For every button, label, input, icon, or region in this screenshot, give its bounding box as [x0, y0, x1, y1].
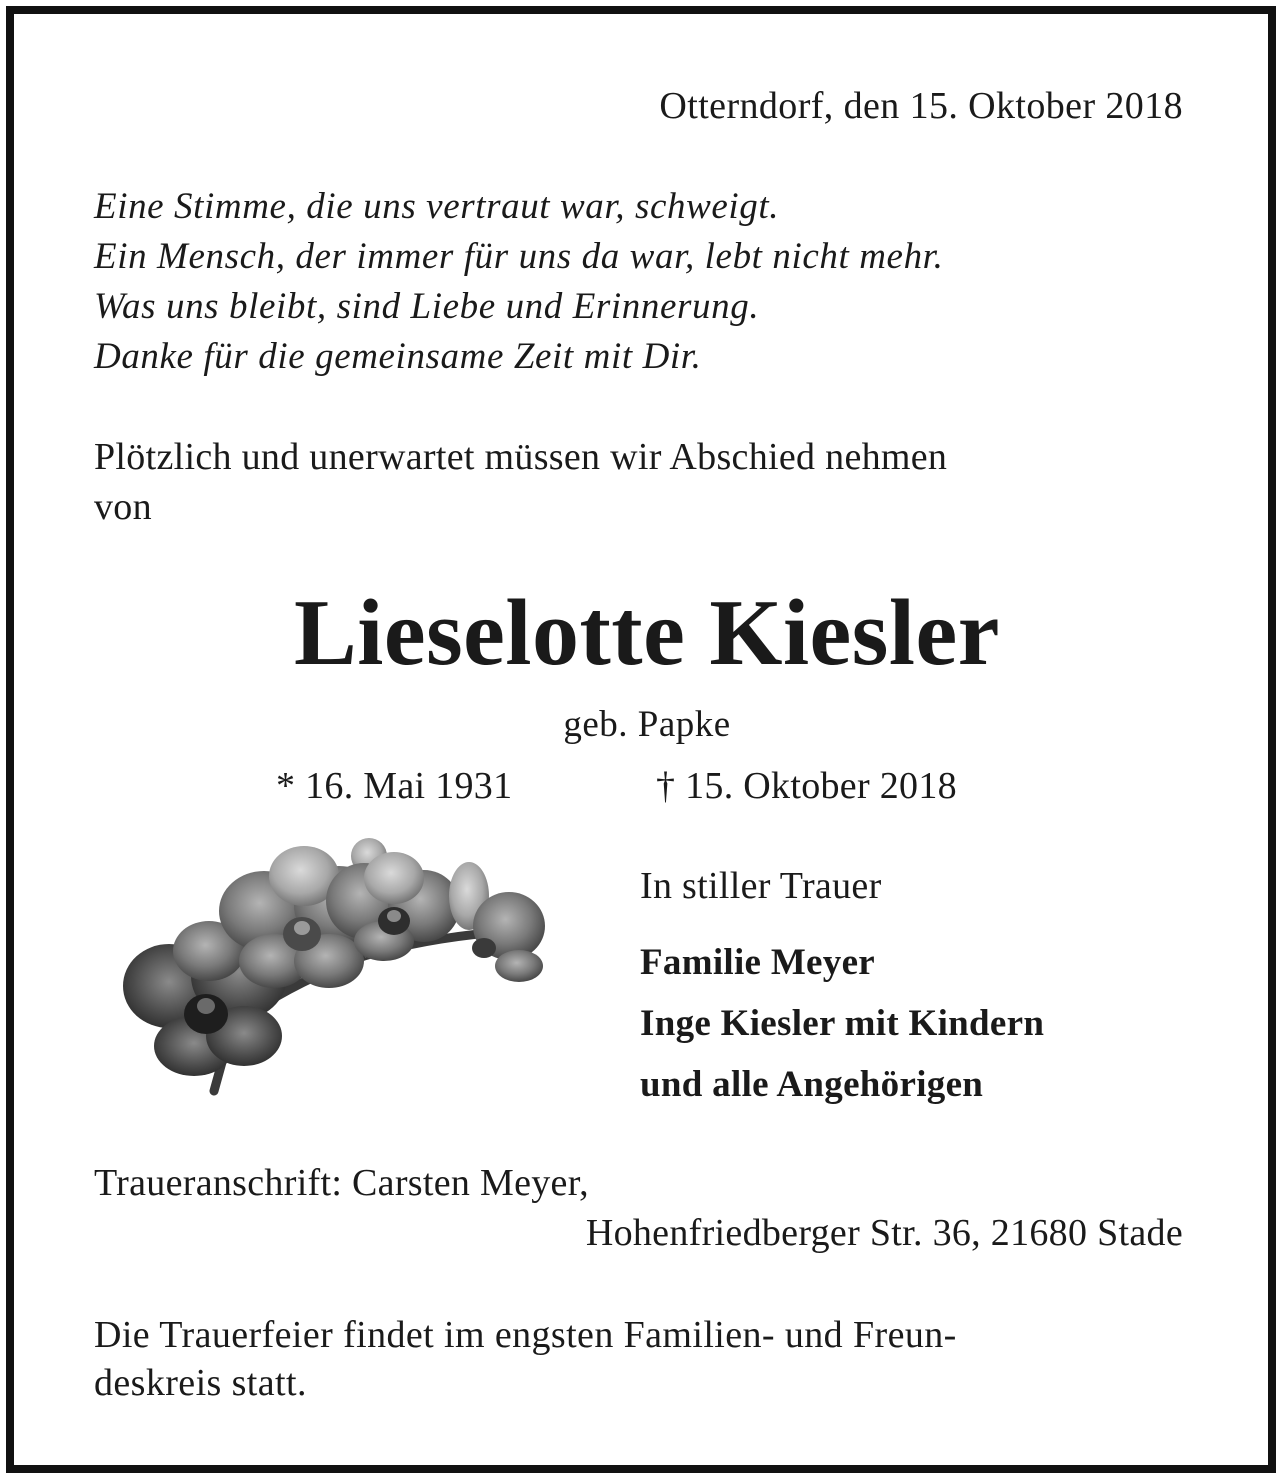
death-date: † 15. Oktober 2018: [656, 765, 957, 807]
verse-line: Eine Stimme, die uns vertraut war, schweigt.: [94, 186, 780, 227]
intro-line: Plötzlich und unerwartet müssen wir Abschied nehmen: [94, 436, 948, 478]
service-line: deskreis statt.: [94, 1362, 307, 1404]
intro-text: [94, 432, 1204, 532]
deceased-name: Lieselotte Kiesler: [294, 581, 1000, 685]
mourners-list: [640, 932, 1044, 1115]
orchid-flower: [449, 862, 545, 982]
mourner-name: Inge Kiesler mit Kindern: [640, 1003, 1045, 1044]
maiden-name: geb. Papke: [563, 704, 731, 745]
birth-date: * 16. Mai 1931: [276, 765, 513, 807]
service-line: Die Trauerfeier findet im engsten Familien- und Freun-: [94, 1314, 957, 1356]
place-date: Otterndorf, den 15. Oktober 2018: [659, 85, 1183, 127]
verse-line: Was uns bleibt, sind Liebe und Erinnerung.: [94, 286, 760, 327]
orchid-photo: [114, 836, 554, 1101]
service-note: [94, 1311, 957, 1407]
verse-line: Ein Mensch, der immer für uns da war, lebt nicht mehr.: [94, 236, 944, 277]
mourning-line: In stiller Trauer: [640, 865, 882, 907]
memorial-verse: [94, 182, 943, 382]
obituary-frame: [6, 6, 1276, 1473]
mourner-name: Familie Meyer: [640, 942, 876, 983]
address-label: Traueranschrift: Carsten Meyer,: [94, 1162, 589, 1204]
intro-line: von: [94, 486, 152, 528]
verse-line: Danke für die gemeinsame Zeit mit Dir.: [94, 336, 702, 377]
mourner-name: und alle Angehörigen: [640, 1064, 984, 1105]
address-street: Hohenfriedberger Str. 36, 21680 Stade: [585, 1212, 1183, 1254]
